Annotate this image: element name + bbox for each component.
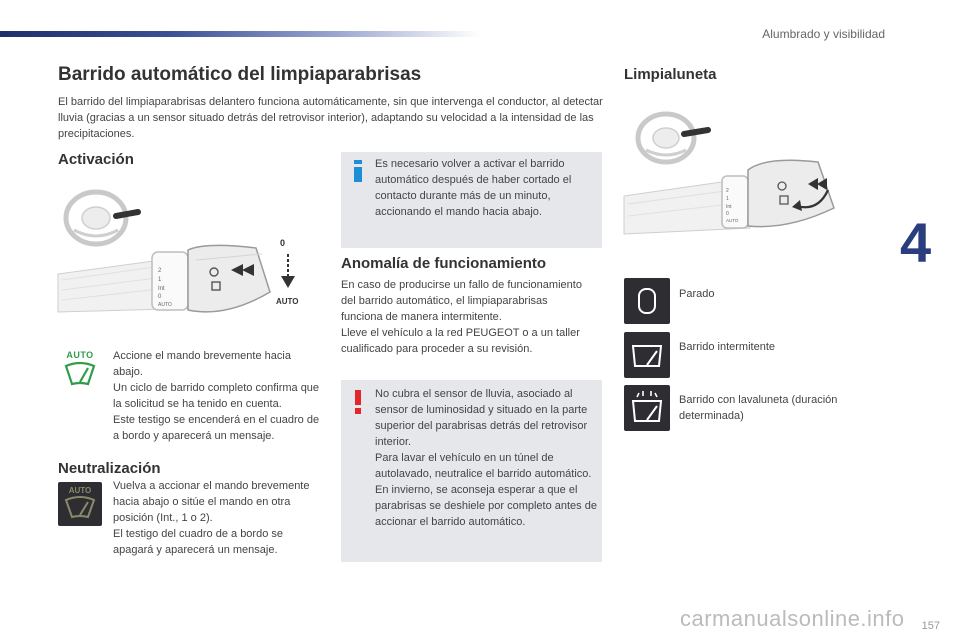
auto-lamp-off-tile — [58, 482, 102, 526]
legend-label-intermittent: Barrido intermitente — [679, 341, 775, 353]
page-number: 157 — [921, 620, 940, 632]
activation-line-1: Accione el mando brevemente hacia abajo. — [113, 350, 291, 378]
anomaly-heading: Anomalía de funcionamiento — [341, 255, 547, 272]
rear-stalk-label-0: 0 — [726, 211, 729, 217]
warning-note-box — [341, 380, 602, 562]
anomaly-line-1: En caso de producirse un fallo de funcionamiento del barrido automático, el limpiaparabrisas funciona de manera intermitente. — [341, 279, 582, 323]
auto-wiper-lamp — [60, 350, 100, 394]
auto-lamp-off-label: AUTO — [68, 486, 92, 495]
neutralization-line-2: El testigo del cuadro de a bordo se apagará y aparecerá un mensaje. — [113, 528, 284, 556]
anomaly-text — [341, 277, 591, 357]
warning-exclamation-icon — [353, 390, 363, 414]
auto-lamp-label: AUTO — [66, 350, 94, 360]
header-gradient-bar — [0, 31, 480, 37]
activation-line-3: Este testigo se encenderá en el cuadro de a bordo y aparecerá un mensaje. — [113, 414, 320, 442]
neutralization-heading: Neutralización — [58, 460, 161, 477]
rear-wiper-washer-icon — [624, 385, 670, 431]
stalk-label-int: Int — [158, 286, 165, 292]
activation-line-2: Un ciclo de barrido completo confirma que la solicitud se ha tenido en cuenta. — [113, 382, 320, 410]
anomaly-line-2: Lleve el vehículo a la red PEUGEOT o a un taller cualificado para proceder a su revisión. — [341, 327, 580, 355]
rear-wiper-heading: Limpialuneta — [624, 66, 717, 83]
arrow-label-auto: AUTO — [276, 297, 299, 306]
neutralization-text — [113, 478, 323, 558]
warning-line-1: No cubra el sensor de lluvia, asociado al sensor de luminosidad y situado en la parte superior del parabrisas detrás del retrovisor interior. — [375, 388, 588, 448]
stalk-label-auto: AUTO — [158, 302, 172, 308]
legend-label-washer: Barrido con lavaluneta (duración determinada) — [679, 394, 838, 422]
rear-wiper-stalk-illustration — [622, 104, 862, 238]
front-wiper-stalk-illustration — [56, 180, 318, 326]
rear-stalk-label-auto: AUTO — [726, 218, 739, 223]
warning-note-text — [375, 386, 597, 530]
activation-heading: Activación — [58, 151, 134, 168]
page-title: Barrido automático del limpiaparabrisas — [58, 64, 422, 85]
auto-wiper-icon — [60, 360, 100, 390]
stalk-label-2: 2 — [158, 268, 162, 274]
stalk-label-0: 0 — [158, 294, 162, 300]
warning-line-3: En invierno, se aconseja esperar a que el parabrisas se deshiele por completo antes de accionar el barrido automático. — [375, 484, 597, 528]
info-note-text: Es necesario volver a activar el barrido automático después de haber cortado el contacto durante más de un minuto, accionando el mando hacia abajo. — [375, 158, 572, 218]
rear-stalk-label-2: 2 — [726, 188, 729, 194]
rear-stalk-label-int: Int — [726, 204, 732, 210]
info-icon — [351, 160, 365, 182]
rear-stalk-label-1: 1 — [726, 196, 729, 202]
rear-wiper-intermittent-tile — [624, 332, 670, 378]
rear-wiper-intermittent-icon — [624, 332, 670, 378]
warning-line-2: Para lavar el vehículo en un túnel de autolavado, neutralice el barrido automático. — [375, 452, 592, 480]
section-title: Alumbrado y visibilidad — [762, 27, 885, 41]
arrow-label-0: 0 — [280, 238, 286, 248]
steering-wheel-icon — [638, 114, 694, 162]
chapter-number: 4 — [900, 211, 932, 274]
auto-wiper-off-icon — [58, 495, 102, 523]
rear-wiper-off-tile — [624, 278, 670, 324]
activation-text — [113, 348, 323, 444]
rear-wiper-washer-tile — [624, 385, 670, 431]
info-note-box — [341, 152, 602, 248]
intro-paragraph: El barrido del limpiaparabrisas delantero funciona automáticamente, sin que intervenga el conductor, al detectar lluvia (gracias a un sensor situado detrás del retrovisor interior), adaptando su velocidad a la intensidad de las precipitaciones. — [58, 96, 603, 140]
stalk-label-1: 1 — [158, 277, 162, 283]
watermark-text: carmanualsonline.info — [680, 606, 905, 631]
rear-wiper-off-icon — [624, 278, 670, 324]
neutralization-line-1: Vuelva a accionar el mando brevemente hacia abajo o sitúe el mando en otra posición (Int., 1 o 2). — [113, 480, 310, 524]
down-arrow-icon — [281, 276, 295, 288]
legend-label-off: Parado — [679, 288, 715, 300]
